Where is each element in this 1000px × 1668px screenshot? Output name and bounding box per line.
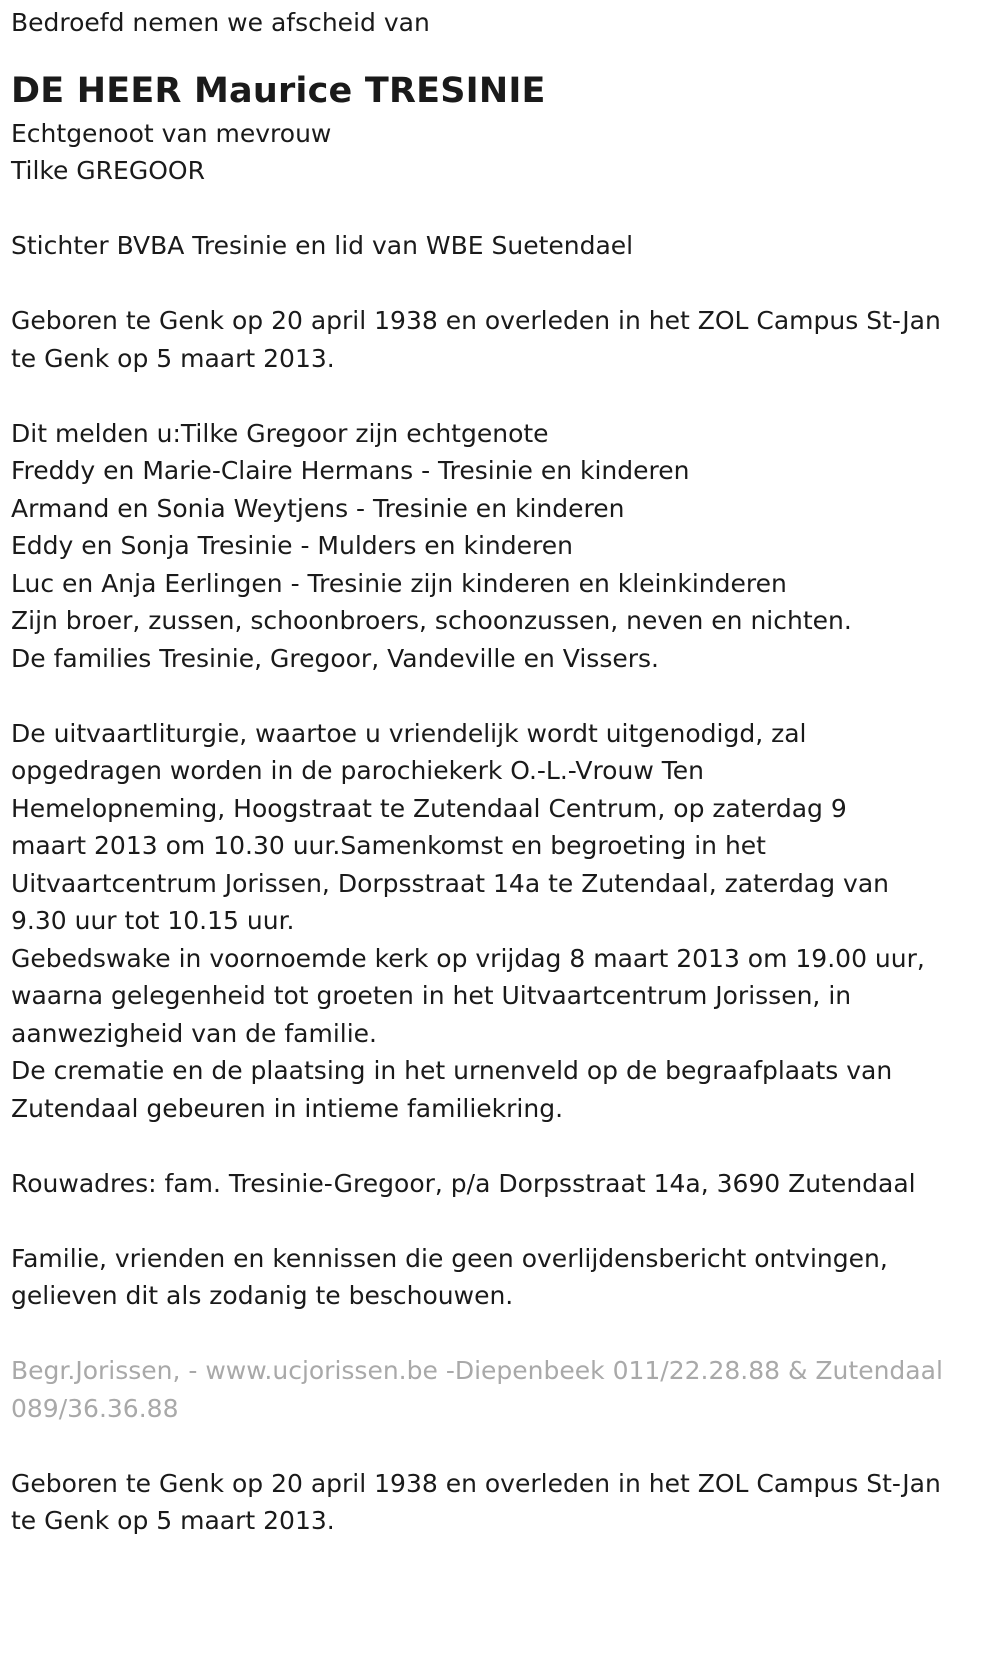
ceremony-line: De uitvaartliturgie, waartoe u vriendelijk wordt uitgenodigd, zal — [11, 718, 807, 748]
intro-text: Bedroefd nemen we afscheid van — [11, 8, 430, 37]
ceremony-line: Uitvaartcentrum Jorissen, Dorpsstraat 14a te Zutendaal, zaterdag van — [11, 868, 890, 898]
ceremony-line: waarna gelegenheid tot groeten in het Uitvaartcentrum Jorissen, in — [11, 981, 852, 1010]
undertaker-line-1: Begr.Jorissen, - www.ucjorissen.be -Diepenbeek 011/22.28.88 & Zutendaal — [11, 1356, 943, 1385]
notice-line-1: Familie, vrienden en kennissen die geen overlijdensbericht ontvingen, — [11, 1243, 888, 1273]
family-line: De families Tresinie, Gregoor, Vandeville en Vissers. — [11, 643, 659, 673]
undertaker-line-2: 089/36.36.88 — [11, 1393, 179, 1423]
obituary-notice — [11, 4, 991, 1540]
notice-section — [11, 1240, 991, 1315]
ceremony-section — [11, 715, 991, 1128]
ceremony-line: Zutendaal gebeuren in intieme familiekring. — [11, 1093, 564, 1123]
family-line: Zijn broer, zussen, schoonbroers, schoonzussen, neven en nichten. — [11, 606, 852, 635]
family-line: Eddy en Sonja Tresinie - Mulders en kinderen — [11, 531, 573, 560]
family-line: Armand en Sonia Weytjens - Tresinie en kinderen — [11, 493, 625, 523]
spacer — [11, 190, 991, 228]
spacer — [11, 265, 991, 303]
ceremony-line: Hemelopneming, Hoogstraat te Zutendaal Centrum, op zaterdag 9 — [11, 793, 847, 823]
ceremony-line: Gebedswake in voornoemde kerk op vrijdag 8 maart 2013 om 19.00 uur, — [11, 943, 925, 973]
spouse-line-1: Echtgenoot van mevrouw — [11, 118, 332, 148]
family-line: Dit melden u:Tilke Gregoor zijn echtgenote — [11, 418, 549, 448]
family-line: Luc en Anja Eerlingen - Tresinie zijn kinderen en kleinkinderen — [11, 568, 787, 598]
birth-death-repeat-section — [11, 1465, 991, 1540]
mourning-address: Rouwadres: fam. Tresinie-Gregoor, p/a Dorpsstraat 14a, 3690 Zutendaal — [11, 1168, 916, 1198]
spacer — [11, 1202, 991, 1240]
spacer — [11, 677, 991, 715]
family-list — [11, 415, 991, 678]
ceremony-line: De crematie en de plaatsing in het urnenveld op de begraafplaats van — [11, 1056, 893, 1085]
occupation-text: Stichter BVBA Tresinie en lid van WBE Suetendael — [11, 231, 634, 260]
birth-death-repeat-line-2: te Genk op 5 maart 2013. — [11, 1506, 335, 1535]
ceremony-line: 9.30 uur tot 10.15 uur. — [11, 906, 295, 935]
birth-death-line-2: te Genk op 5 maart 2013. — [11, 343, 335, 373]
spacer — [11, 377, 991, 415]
notice-line-2: gelieven dit als zodanig te beschouwen. — [11, 1281, 514, 1310]
birth-death-line-1: Geboren te Genk op 20 april 1938 en overleden in het ZOL Campus St-Jan — [11, 306, 941, 335]
ceremony-line: aanwezigheid van de familie. — [11, 1018, 377, 1048]
spacer — [11, 1427, 991, 1465]
spouse-line-2: Tilke GREGOOR — [11, 156, 205, 185]
spacer — [11, 42, 991, 67]
family-line: Freddy en Marie-Claire Hermans - Tresinie en kinderen — [11, 456, 690, 485]
spacer — [11, 1127, 991, 1165]
ceremony-line: maart 2013 om 10.30 uur.Samenkomst en begroeting in het — [11, 831, 766, 860]
spacer — [11, 1315, 991, 1353]
undertaker-section — [11, 1352, 991, 1427]
birth-death-repeat-line-1: Geboren te Genk op 20 april 1938 en overleden in het ZOL Campus St-Jan — [11, 1468, 941, 1498]
ceremony-line: opgedragen worden in de parochiekerk O.-L.-Vrouw Ten — [11, 756, 704, 785]
deceased-name: DE HEER Maurice TRESINIE — [11, 70, 546, 111]
birth-death-section — [11, 302, 991, 377]
